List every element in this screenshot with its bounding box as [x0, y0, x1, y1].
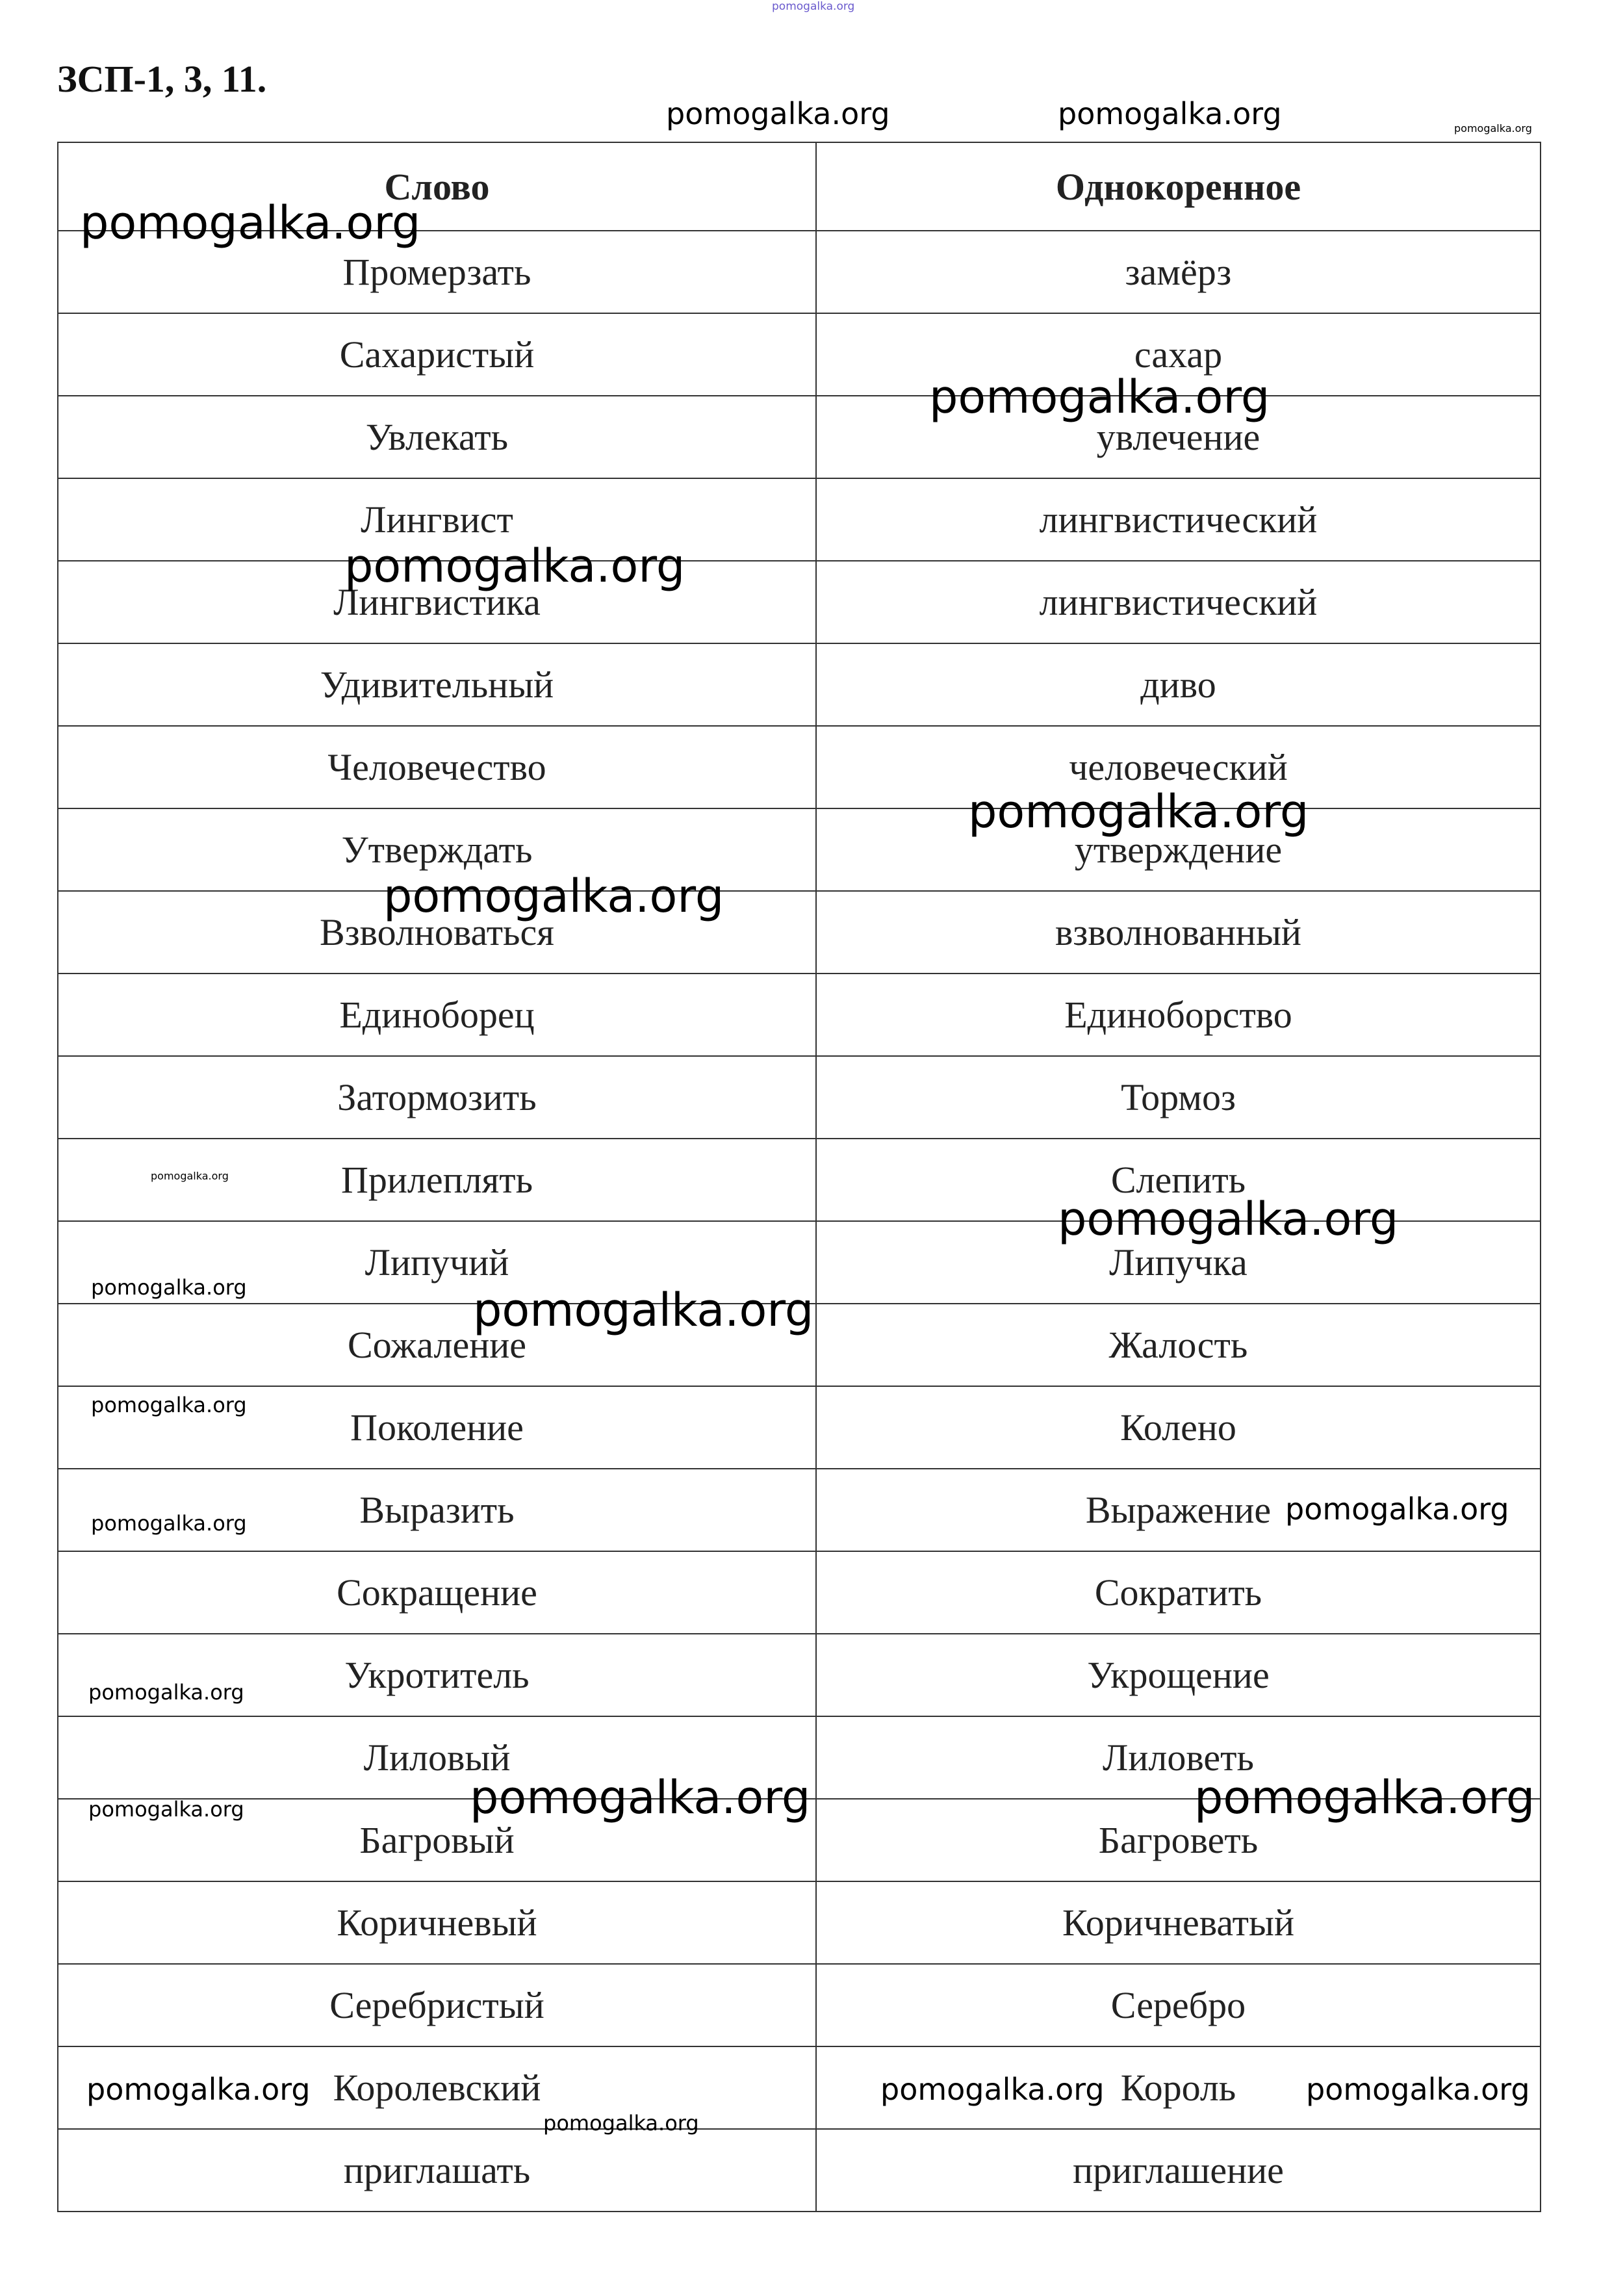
word-cell: Взволноваться — [58, 891, 816, 974]
cognate-cell: Колено — [816, 1386, 1541, 1469]
table-row — [58, 1221, 1541, 1304]
watermark: pomogalka.org — [1306, 2072, 1530, 2107]
watermark: pomogalka.org — [86, 2072, 311, 2107]
cognate-cell: лингвистический — [816, 478, 1541, 561]
table-row — [58, 726, 1541, 808]
cognate-cell: замёрз — [816, 231, 1541, 313]
word-cell: Сокращение — [58, 1551, 816, 1634]
word-cell: Удивительный — [58, 643, 816, 726]
word-cell: Увлекать — [58, 396, 816, 478]
cognate-cell: Выражение — [816, 1469, 1541, 1551]
watermark: pomogalka.org — [1454, 122, 1532, 135]
cognate-cell: Слепить — [816, 1139, 1541, 1221]
cognate-cell: Липучка — [816, 1221, 1541, 1304]
table-header-row — [58, 142, 1541, 231]
watermark: pomogalka.org — [88, 1680, 244, 1705]
cognate-cell: Тормоз — [816, 1056, 1541, 1139]
word-cell: Затормозить — [58, 1056, 816, 1139]
cognate-cell: лингвистический — [816, 561, 1541, 643]
table-row — [58, 808, 1541, 891]
word-cell: Лингвист — [58, 478, 816, 561]
table-row — [58, 643, 1541, 726]
table-row — [58, 1139, 1541, 1221]
watermark: pomogalka.org — [1285, 1491, 1509, 1527]
column-header-cognate: Однокоренное — [816, 142, 1541, 231]
word-table — [57, 142, 1541, 2212]
table-row — [58, 1634, 1541, 1716]
word-cell: Единоборец — [58, 974, 816, 1056]
cognate-cell: Багроветь — [816, 1799, 1541, 1881]
watermark: pomogalka.org — [929, 370, 1270, 424]
cognate-cell: сахар — [816, 313, 1541, 396]
word-cell: Утверждать — [58, 808, 816, 891]
table-row — [58, 974, 1541, 1056]
watermark: pomogalka.org — [91, 1511, 247, 1536]
watermark: pomogalka.org — [91, 1275, 247, 1300]
table-row — [58, 1056, 1541, 1139]
cognate-cell: диво — [816, 643, 1541, 726]
column-header-word: Слово — [58, 142, 816, 231]
word-cell: Промерзать — [58, 231, 816, 313]
watermark: pomogalka.org — [1194, 1771, 1535, 1824]
word-cell: Липучий — [58, 1221, 816, 1304]
cognate-cell: человеческий — [816, 726, 1541, 808]
word-cell: Багровый — [58, 1799, 816, 1881]
word-cell: Укротитель — [58, 1634, 816, 1716]
table-row — [58, 1716, 1541, 1799]
watermark: pomogalka.org — [666, 96, 890, 131]
cognate-cell: Серебро — [816, 1964, 1541, 2046]
table-row — [58, 2129, 1541, 2212]
word-cell: Коричневый — [58, 1881, 816, 1964]
table-row — [58, 313, 1541, 396]
word-cell: приглашать — [58, 2129, 816, 2212]
table-row — [58, 1551, 1541, 1634]
watermark: pomogalka.org — [473, 1283, 814, 1337]
cognate-cell: Сократить — [816, 1551, 1541, 1634]
table-row — [58, 231, 1541, 313]
watermark: pomogalka.org — [543, 2111, 699, 2135]
cognate-cell: Король — [816, 2046, 1541, 2129]
word-cell: Сахаристый — [58, 313, 816, 396]
word-cell: Лиловый — [58, 1716, 816, 1799]
watermark: pomogalka.org — [968, 785, 1309, 838]
cognate-cell: приглашение — [816, 2129, 1541, 2212]
watermark: pomogalka.org — [91, 1393, 247, 1417]
word-cell: Выразить — [58, 1469, 816, 1551]
watermark: pomogalka.org — [1058, 96, 1282, 131]
table-row — [58, 891, 1541, 974]
word-cell: Поколение — [58, 1386, 816, 1469]
table-row — [58, 1304, 1541, 1386]
word-cell: Королевский — [58, 2046, 816, 2129]
table-row — [58, 561, 1541, 643]
watermark: pomogalka.org — [383, 870, 724, 923]
cognate-cell: Жалость — [816, 1304, 1541, 1386]
cognate-cell: Укрощение — [816, 1634, 1541, 1716]
watermark: pomogalka.org — [344, 539, 685, 593]
table-row — [58, 1881, 1541, 1964]
watermark: pomogalka.org — [1058, 1193, 1399, 1246]
word-cell: Лингвистика — [58, 561, 816, 643]
cognate-cell: Лиловеть — [816, 1716, 1541, 1799]
watermark: pomogalka.org — [88, 1797, 244, 1822]
watermark: pomogalka.org — [151, 1170, 229, 1182]
word-cell: Сожаление — [58, 1304, 816, 1386]
watermark: pomogalka.org — [772, 0, 855, 13]
word-cell: Серебристый — [58, 1964, 816, 2046]
cognate-cell: утверждение — [816, 808, 1541, 891]
table-row — [58, 1799, 1541, 1881]
table-row — [58, 1964, 1541, 2046]
cognate-cell: взволнованный — [816, 891, 1541, 974]
watermark: pomogalka.org — [80, 196, 421, 250]
page-title: ЗСП-1, 3, 11. — [57, 58, 267, 100]
word-cell: Прилеплять — [58, 1139, 816, 1221]
word-cell: Человечество — [58, 726, 816, 808]
watermark: pomogalka.org — [470, 1771, 811, 1824]
table-row — [58, 1386, 1541, 1469]
watermark: pomogalka.org — [880, 2072, 1105, 2107]
table-row — [58, 1469, 1541, 1551]
cognate-cell: Единоборство — [816, 974, 1541, 1056]
table-row — [58, 2046, 1541, 2129]
cognate-cell: увлечение — [816, 396, 1541, 478]
table-row — [58, 478, 1541, 561]
cognate-cell: Коричневатый — [816, 1881, 1541, 1964]
table-row — [58, 396, 1541, 478]
